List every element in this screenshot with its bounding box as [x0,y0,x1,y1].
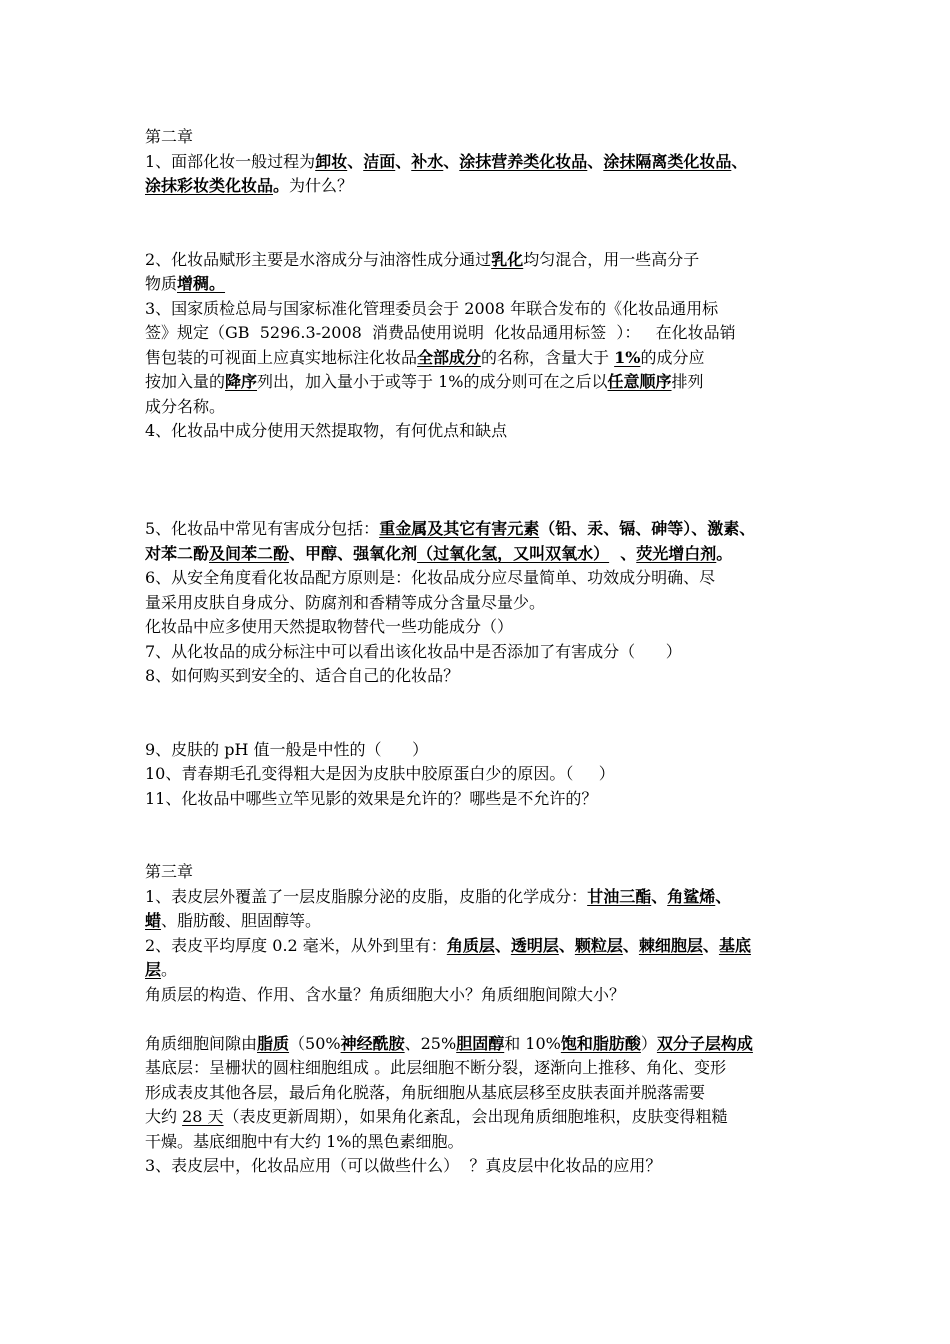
question-2-line-1 [145,248,815,273]
question-7: 7、从化妆品的成分标注中可以看出该化妆品中是否添加了有害成分（ ） [145,641,682,661]
separator: 、 [702,935,719,955]
separator: 、 [587,151,604,171]
basal-layer-line-1: 基底层：呈栅状的圆柱细胞组成 。此层细胞不断分裂，逐渐向上推移、角化、变形 [145,1058,727,1077]
separator: 、 [443,151,460,171]
question-5-line-2 [145,542,815,567]
separator: 、 [558,935,575,955]
question-6-line-3: 化妆品中应多使用天然提取物替代一些功能成分（） [145,617,514,636]
text: 1、面部化妆一般过程为 [145,151,316,171]
answer-term: 对苯二酚 [145,543,210,563]
text: 按加入量的 [145,372,226,391]
separator: 、 [337,543,354,563]
answer-term: 补水 [411,151,444,171]
question-6-line-1: 6、从安全角度看化妆品配方原则是：化妆品成分应尽量简单、功效成分明确、尽 [145,568,716,587]
text: 、脂肪酸、胆固醇等。 [161,911,322,930]
text: （50% [289,1033,341,1053]
text: 均匀混合，用一些高分子 [523,249,700,269]
answer-term: （过氧化氢，又叫双氧水） [417,543,610,563]
answer-term: 乳化 [491,249,524,269]
answer-term: 蜡 [145,911,162,930]
text: 为什么？ [289,176,354,195]
text: 。 [161,960,178,979]
basal-layer-line-4: 干燥。基底细胞中有大约 1%的黑色素细胞。 [145,1131,464,1151]
separator: 、 [395,151,412,171]
text: 2、化妆品赋形主要是水溶成分与油溶性成分通过 [145,249,492,269]
text: 1、表皮层外覆盖了一层皮脂腺分泌的皮脂，皮脂的化学成分： [145,886,588,906]
text: 列出，加入量小于或等于 1%的成分则可在之后以 [257,372,608,391]
answer-detail: （铅、汞、镉、砷等） [539,519,692,538]
answer-term: 涂抹营养类化妆品 [459,151,588,171]
answer-term: 涂抹隔离类化妆品 [603,151,732,171]
ch3-question-1-line-2 [145,909,815,934]
separator: 、 [289,543,306,563]
chapter-2-title: 第二章 [145,127,194,146]
answer-term: 降序 [225,372,258,391]
answer-term: 双分子层构成 [656,1033,753,1053]
question-1-line-2 [145,174,815,199]
basal-layer-line-2: 形成表皮其他各层，最后角化脱落，角朊细胞从基底层移至皮肤表面并脱落需要 [145,1082,706,1102]
question-2-line-2 [145,272,815,297]
question-6-line-2: 量采用皮肤自身成分、防腐剂和香精等成分含量尽量少。 [145,592,546,612]
chapter-3-title: 第三章 [145,862,194,881]
text: 物质 [145,274,178,293]
text: 角质细胞间隙由 [145,1033,258,1053]
question-10: 10、青春期毛孔变得粗大是因为皮肤中胶原蛋白少的原因。（ ） [145,764,615,783]
answer-term: 重金属及其它有害元素 [379,519,540,538]
separator: 、 [609,543,637,563]
document-page [145,125,815,1179]
separator: 、 [715,886,732,906]
answer-term: 增稠。 [177,274,226,293]
answer-term: 涂抹彩妆类化妆品 [145,176,274,195]
answer-term: 甘油三酯 [587,886,652,906]
text: 排列 [671,372,704,391]
answer-term: 颗粒层 [574,935,623,955]
question-8: 8、如何购买到安全的、适合自己的化妆品？ [145,666,460,685]
answer-term: 饱和脂肪酸 [560,1033,641,1053]
basal-layer-line-3 [145,1105,815,1130]
ch3-question-2-line-3: 角质层的构造、作用、含水量？角质细胞大小？角质细胞间隙大小？ [145,984,626,1004]
answer-term: 卸妆 [315,151,348,171]
answer-term: 基底 [718,935,751,955]
question-3-line-4 [145,370,815,395]
separator: 。 [716,543,733,563]
question-1-line-1 [145,150,815,175]
text: 5、化妆品中常见有害成分包括： [145,519,380,538]
answer-term: 任意顺序 [607,372,672,391]
answer-term: 1% [614,347,641,367]
ch3-question-3: 3、表皮层中，化妆品应用（可以做些什么） ？真皮层中化妆品的应用？ [145,1156,662,1175]
text: 大约 [145,1107,183,1126]
answer-term: 全部成分 [417,347,482,367]
separator: 、 [691,519,708,538]
text: 的成分应 [640,347,705,367]
ch3-question-2-line-2 [145,958,815,983]
answer-term: 层 [145,960,162,979]
text: 2、表皮平均厚度 0.2 毫米，从外到里有： [145,935,447,955]
ch3-question-1-line-1 [145,885,815,910]
question-3-line-1: 3、国家质检总局与国家标准化管理委员会于 2008 年联合发布的《化妆品通用标 [145,298,719,318]
answer-term: 角质层 [446,935,495,955]
answer-term: 棘细胞层 [638,935,703,955]
text: 售包装的可视面上应真实地标注化妆品 [145,347,418,367]
separator: 、 [622,935,639,955]
question-3-line-2: 签》规定（GB 5296.3-2008 消费品使用说明 化妆品通用标签 ）： 在化妆品销 [145,323,736,342]
question-4: 4、化妆品中成分使用天然提取物，有何优点和缺点 [145,421,508,440]
question-3-line-3 [145,346,815,371]
question-11: 11、化妆品中哪些立竿见影的效果是允许的？哪些是不允许的？ [145,788,598,808]
separator: 、 [494,935,511,955]
text: 、25% [404,1033,457,1053]
text: 的名称，含量大于 [481,347,615,367]
answer-term: 强氧化剂 [353,543,418,563]
answer-term: 透明层 [510,935,559,955]
text: ） [640,1033,657,1053]
separator: 、 [739,519,756,538]
question-5-line-1 [145,517,815,542]
separator: 。 [273,176,290,195]
text: 和 10% [504,1033,561,1053]
answer-term: 甲醇 [305,543,338,563]
answer-term: 洁面 [363,151,396,171]
question-3-line-5: 成分名称。 [145,396,226,416]
answer-term: 荧光增白剂 [636,543,717,563]
answer-term: 脂质 [257,1033,290,1053]
text: （表皮更新周期），如果角化紊乱，会出现角质细胞堆积，皮肤变得粗糙 [223,1107,728,1126]
separator: 、 [347,151,364,171]
answer-term: 角鲨烯 [667,886,716,906]
ch3-question-2-line-1 [145,934,815,959]
answer-term: 及间苯二酚 [209,543,290,563]
answer-term: 激素 [707,519,740,538]
answer-term: 28 天 [182,1107,224,1126]
answer-term: 神经酰胺 [340,1033,405,1053]
corneocyte-gap-line [145,1032,815,1057]
question-9: 9、皮肤的 pH 值一般是中性的（ ） [145,739,429,759]
answer-term: 胆固醇 [456,1033,505,1053]
separator: 、 [731,151,748,171]
separator: 、 [651,886,668,906]
